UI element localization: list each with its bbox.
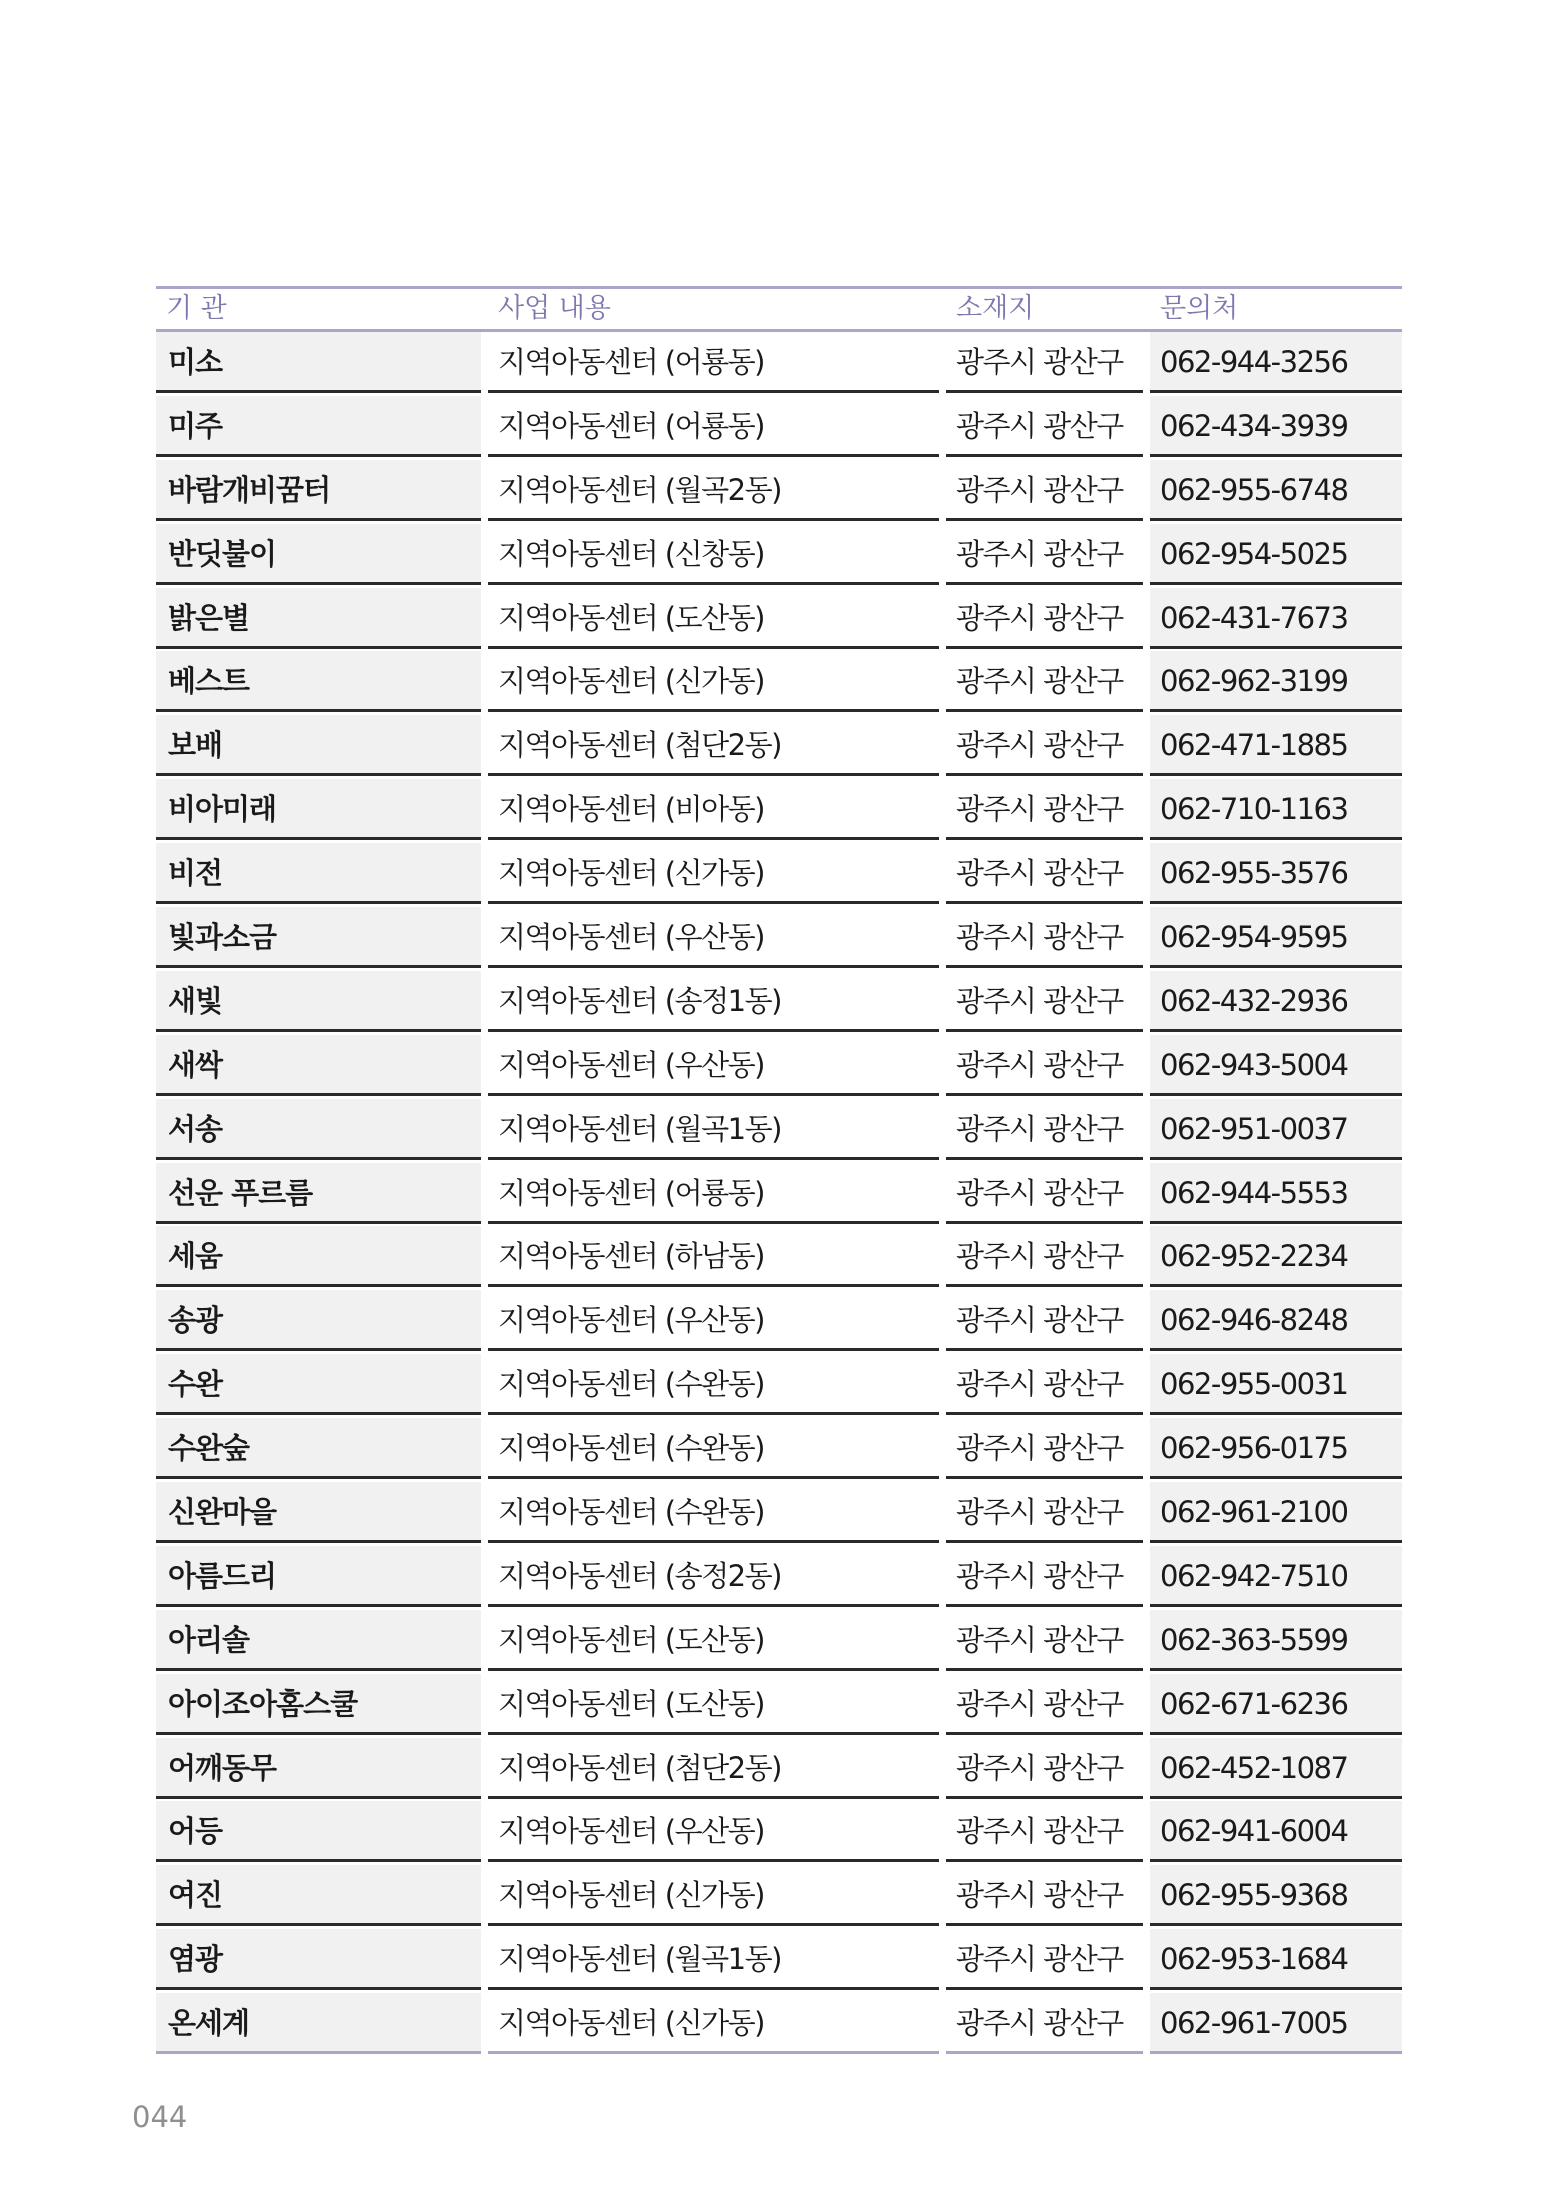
program-cell: 지역아동센터 (어룡동) xyxy=(488,396,939,457)
header-location: 소재지 xyxy=(956,293,1035,324)
table-row xyxy=(156,332,1402,396)
phone-cell: 062-955-9368 xyxy=(1150,1865,1402,1926)
phone-cell: 062-955-3576 xyxy=(1150,843,1402,904)
phone-cell: 062-944-5553 xyxy=(1150,1163,1402,1224)
phone-cell: 062-946-8248 xyxy=(1150,1290,1402,1351)
institution-cell: 신완마을 xyxy=(156,1482,481,1543)
table-row xyxy=(156,1993,1402,2057)
location-cell: 광주시 광산구 xyxy=(946,715,1143,776)
program-cell: 지역아동센터 (신가동) xyxy=(488,843,939,904)
header-program: 사업 내용 xyxy=(498,293,611,324)
location-cell: 광주시 광산구 xyxy=(946,971,1143,1032)
phone-cell: 062-955-0031 xyxy=(1150,1354,1402,1415)
table-row xyxy=(156,1418,1402,1482)
location-cell: 광주시 광산구 xyxy=(946,1546,1143,1607)
table-row xyxy=(156,396,1402,460)
phone-cell: 062-452-1087 xyxy=(1150,1738,1402,1799)
institution-cell: 보배 xyxy=(156,715,481,776)
table-row xyxy=(156,1929,1402,1993)
institution-cell: 비아미래 xyxy=(156,779,481,840)
institution-cell: 송광 xyxy=(156,1290,481,1351)
program-cell: 지역아동센터 (어룡동) xyxy=(488,1163,939,1224)
program-cell: 지역아동센터 (월곡2동) xyxy=(488,460,939,521)
program-cell: 지역아동센터 (우산동) xyxy=(488,907,939,968)
institution-cell: 새빛 xyxy=(156,971,481,1032)
location-cell: 광주시 광산구 xyxy=(946,1099,1143,1160)
table-row xyxy=(156,1290,1402,1354)
table-row xyxy=(156,588,1402,652)
phone-cell: 062-710-1163 xyxy=(1150,779,1402,840)
institution-cell: 미소 xyxy=(156,332,481,393)
location-cell: 광주시 광산구 xyxy=(946,1290,1143,1351)
program-cell: 지역아동센터 (어룡동) xyxy=(488,332,939,393)
phone-cell: 062-953-1684 xyxy=(1150,1929,1402,1990)
table-row xyxy=(156,1099,1402,1163)
program-cell: 지역아동센터 (도산동) xyxy=(488,1610,939,1671)
institution-cell: 서송 xyxy=(156,1099,481,1160)
institution-cell: 세움 xyxy=(156,1226,481,1287)
institution-cell: 비전 xyxy=(156,843,481,904)
table-row xyxy=(156,1163,1402,1227)
program-cell: 지역아동센터 (첨단2동) xyxy=(488,715,939,776)
table-row xyxy=(156,651,1402,715)
phone-cell: 062-363-5599 xyxy=(1150,1610,1402,1671)
institution-cell: 온세계 xyxy=(156,1993,481,2054)
phone-cell: 062-951-0037 xyxy=(1150,1099,1402,1160)
program-cell: 지역아동센터 (우산동) xyxy=(488,1035,939,1096)
location-cell: 광주시 광산구 xyxy=(946,1354,1143,1415)
location-cell: 광주시 광산구 xyxy=(946,332,1143,393)
location-cell: 광주시 광산구 xyxy=(946,651,1143,712)
phone-cell: 062-671-6236 xyxy=(1150,1674,1402,1735)
table-row xyxy=(156,1738,1402,1802)
institution-cell: 바람개비꿈터 xyxy=(156,460,481,521)
location-cell: 광주시 광산구 xyxy=(946,1226,1143,1287)
phone-cell: 062-431-7673 xyxy=(1150,588,1402,649)
location-cell: 광주시 광산구 xyxy=(946,460,1143,521)
table-row xyxy=(156,1546,1402,1610)
location-cell: 광주시 광산구 xyxy=(946,1610,1143,1671)
phone-cell: 062-941-6004 xyxy=(1150,1801,1402,1862)
institution-cell: 베스트 xyxy=(156,651,481,712)
table-row xyxy=(156,779,1402,843)
header-contact: 문의처 xyxy=(1160,293,1239,324)
program-cell: 지역아동센터 (송정2동) xyxy=(488,1546,939,1607)
table-row xyxy=(156,843,1402,907)
table-row xyxy=(156,1035,1402,1099)
phone-cell: 062-471-1885 xyxy=(1150,715,1402,776)
phone-cell: 062-943-5004 xyxy=(1150,1035,1402,1096)
table-row xyxy=(156,460,1402,524)
location-cell: 광주시 광산구 xyxy=(946,1929,1143,1990)
phone-cell: 062-432-2936 xyxy=(1150,971,1402,1032)
program-cell: 지역아동센터 (수완동) xyxy=(488,1354,939,1415)
phone-cell: 062-942-7510 xyxy=(1150,1546,1402,1607)
phone-cell: 062-954-5025 xyxy=(1150,524,1402,585)
program-cell: 지역아동센터 (월곡1동) xyxy=(488,1099,939,1160)
institution-cell: 아이조아홈스쿨 xyxy=(156,1674,481,1735)
header-institution: 기 관 xyxy=(166,293,227,324)
location-cell: 광주시 광산구 xyxy=(946,1801,1143,1862)
table-row xyxy=(156,1801,1402,1865)
location-cell: 광주시 광산구 xyxy=(946,1993,1143,2054)
institution-cell: 아리솔 xyxy=(156,1610,481,1671)
table-row xyxy=(156,1674,1402,1738)
location-cell: 광주시 광산구 xyxy=(946,1418,1143,1479)
table-row xyxy=(156,1226,1402,1290)
program-cell: 지역아동센터 (신가동) xyxy=(488,651,939,712)
institution-cell: 수완숲 xyxy=(156,1418,481,1479)
location-cell: 광주시 광산구 xyxy=(946,1163,1143,1224)
location-cell: 광주시 광산구 xyxy=(946,524,1143,585)
location-cell: 광주시 광산구 xyxy=(946,843,1143,904)
location-cell: 광주시 광산구 xyxy=(946,1482,1143,1543)
institution-cell: 빛과소금 xyxy=(156,907,481,968)
facility-table xyxy=(156,286,1402,2057)
location-cell: 광주시 광산구 xyxy=(946,1738,1143,1799)
phone-cell: 062-955-6748 xyxy=(1150,460,1402,521)
page-number: 044 xyxy=(132,2100,188,2134)
institution-cell: 어깨동무 xyxy=(156,1738,481,1799)
table-body xyxy=(156,332,1402,2057)
program-cell: 지역아동센터 (신가동) xyxy=(488,1993,939,2054)
program-cell: 지역아동센터 (도산동) xyxy=(488,1674,939,1735)
program-cell: 지역아동센터 (신창동) xyxy=(488,524,939,585)
phone-cell: 062-944-3256 xyxy=(1150,332,1402,393)
location-cell: 광주시 광산구 xyxy=(946,907,1143,968)
phone-cell: 062-956-0175 xyxy=(1150,1418,1402,1479)
institution-cell: 염광 xyxy=(156,1929,481,1990)
program-cell: 지역아동센터 (첨단2동) xyxy=(488,1738,939,1799)
table-row xyxy=(156,1610,1402,1674)
location-cell: 광주시 광산구 xyxy=(946,588,1143,649)
institution-cell: 새싹 xyxy=(156,1035,481,1096)
program-cell: 지역아동센터 (도산동) xyxy=(488,588,939,649)
phone-cell: 062-961-2100 xyxy=(1150,1482,1402,1543)
institution-cell: 반딧불이 xyxy=(156,524,481,585)
institution-cell: 아름드리 xyxy=(156,1546,481,1607)
location-cell: 광주시 광산구 xyxy=(946,779,1143,840)
location-cell: 광주시 광산구 xyxy=(946,396,1143,457)
phone-cell: 062-962-3199 xyxy=(1150,651,1402,712)
program-cell: 지역아동센터 (우산동) xyxy=(488,1801,939,1862)
program-cell: 지역아동센터 (월곡1동) xyxy=(488,1929,939,1990)
program-cell: 지역아동센터 (우산동) xyxy=(488,1290,939,1351)
phone-cell: 062-434-3939 xyxy=(1150,396,1402,457)
phone-cell: 062-961-7005 xyxy=(1150,1993,1402,2054)
program-cell: 지역아동센터 (신가동) xyxy=(488,1865,939,1926)
program-cell: 지역아동센터 (수완동) xyxy=(488,1418,939,1479)
program-cell: 지역아동센터 (송정1동) xyxy=(488,971,939,1032)
table-row xyxy=(156,1354,1402,1418)
table-row xyxy=(156,1482,1402,1546)
location-cell: 광주시 광산구 xyxy=(946,1865,1143,1926)
institution-cell: 미주 xyxy=(156,396,481,457)
institution-cell: 여진 xyxy=(156,1865,481,1926)
program-cell: 지역아동센터 (수완동) xyxy=(488,1482,939,1543)
table-row xyxy=(156,524,1402,588)
institution-cell: 어등 xyxy=(156,1801,481,1862)
phone-cell: 062-952-2234 xyxy=(1150,1226,1402,1287)
table-row xyxy=(156,715,1402,779)
program-cell: 지역아동센터 (하남동) xyxy=(488,1226,939,1287)
table-row xyxy=(156,971,1402,1035)
phone-cell: 062-954-9595 xyxy=(1150,907,1402,968)
table-header xyxy=(156,286,1402,332)
location-cell: 광주시 광산구 xyxy=(946,1674,1143,1735)
program-cell: 지역아동센터 (비아동) xyxy=(488,779,939,840)
institution-cell: 밝은별 xyxy=(156,588,481,649)
table-row xyxy=(156,907,1402,971)
location-cell: 광주시 광산구 xyxy=(946,1035,1143,1096)
institution-cell: 수완 xyxy=(156,1354,481,1415)
table-row xyxy=(156,1865,1402,1929)
institution-cell: 선운 푸르름 xyxy=(156,1163,481,1224)
